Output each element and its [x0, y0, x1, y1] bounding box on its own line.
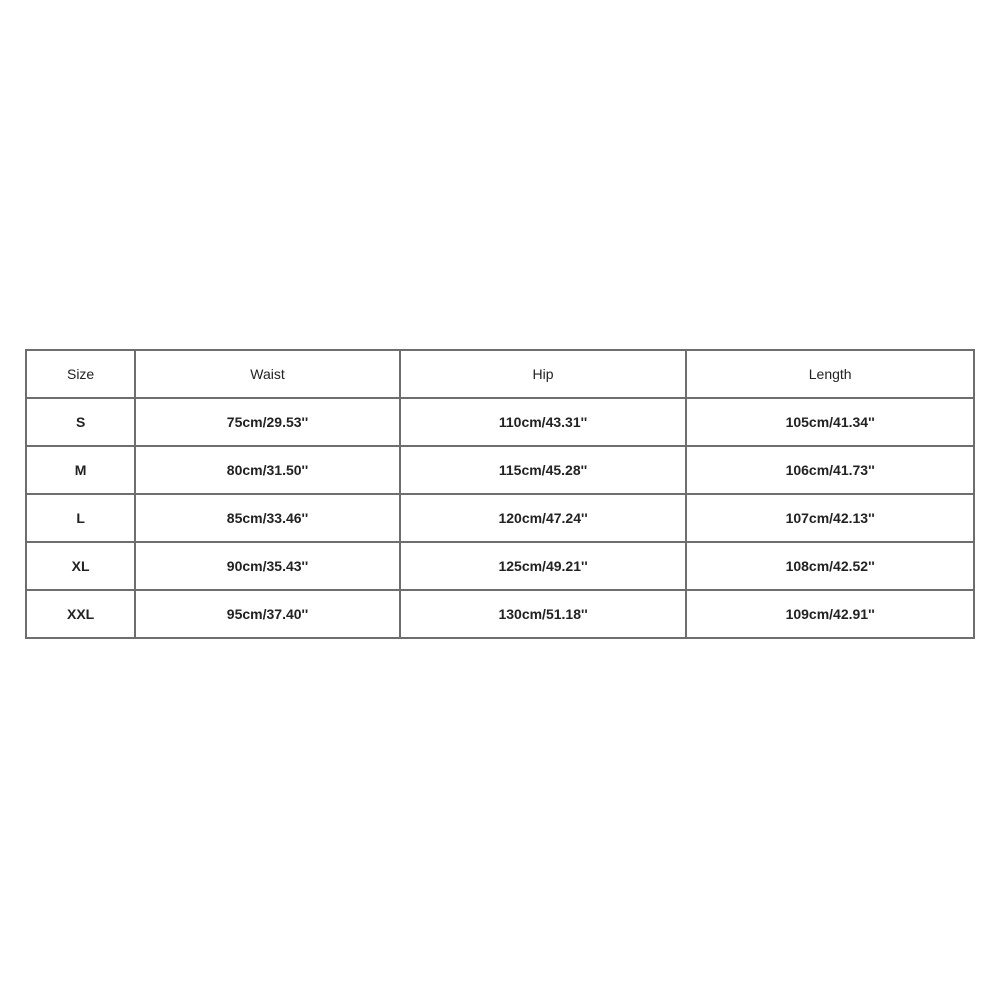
hip-cell: 110cm/43.31'' — [400, 398, 687, 446]
length-cell: 108cm/42.52'' — [686, 542, 974, 590]
hip-cell: 130cm/51.18'' — [400, 590, 687, 638]
table-row — [26, 446, 974, 494]
table-row — [26, 398, 974, 446]
waist-cell: 95cm/37.40'' — [135, 590, 400, 638]
header-length: Length — [686, 350, 974, 398]
table-row — [26, 494, 974, 542]
size-cell: S — [26, 398, 135, 446]
size-cell: L — [26, 494, 135, 542]
waist-cell: 80cm/31.50'' — [135, 446, 400, 494]
table-row — [26, 590, 974, 638]
hip-cell: 125cm/49.21'' — [400, 542, 687, 590]
header-hip: Hip — [400, 350, 687, 398]
waist-cell: 90cm/35.43'' — [135, 542, 400, 590]
waist-cell: 85cm/33.46'' — [135, 494, 400, 542]
length-cell: 105cm/41.34'' — [686, 398, 974, 446]
waist-cell: 75cm/29.53'' — [135, 398, 400, 446]
header-waist: Waist — [135, 350, 400, 398]
header-size: Size — [26, 350, 135, 398]
size-cell: XL — [26, 542, 135, 590]
length-cell: 107cm/42.13'' — [686, 494, 974, 542]
table-header-row — [26, 350, 974, 398]
size-chart-table — [25, 349, 975, 639]
size-cell: XXL — [26, 590, 135, 638]
length-cell: 106cm/41.73'' — [686, 446, 974, 494]
hip-cell: 120cm/47.24'' — [400, 494, 687, 542]
hip-cell: 115cm/45.28'' — [400, 446, 687, 494]
length-cell: 109cm/42.91'' — [686, 590, 974, 638]
table-row — [26, 542, 974, 590]
size-cell: M — [26, 446, 135, 494]
